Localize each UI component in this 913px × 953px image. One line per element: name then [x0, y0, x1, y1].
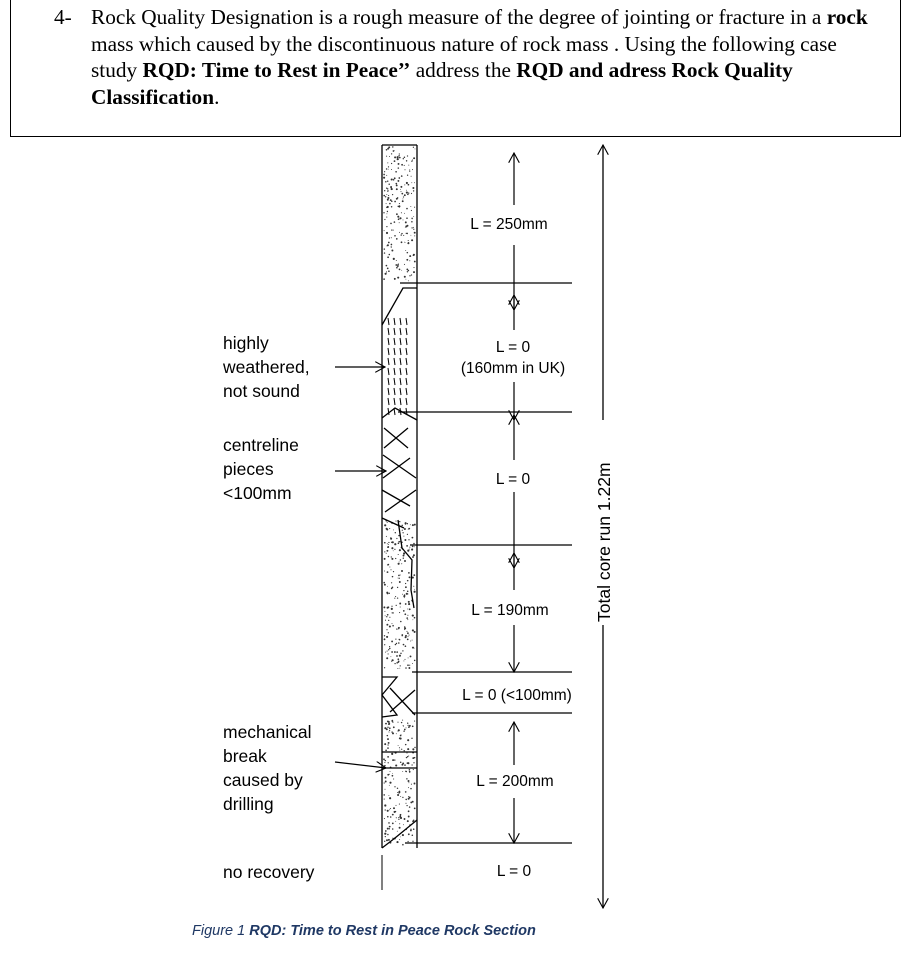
question-emphasis: RQD and adress Rock Quality Classification [91, 58, 793, 109]
question-text-run: . [214, 84, 220, 109]
svg-text:weathered,: weathered, [223, 357, 310, 377]
svg-text:drilling: drilling [223, 794, 274, 814]
question-number: 4- [54, 5, 72, 29]
svg-text:<100mm: <100mm [223, 483, 292, 503]
no-recovery-label: no recovery [223, 862, 315, 882]
question-text-run: address the [410, 58, 517, 82]
mechanical-break-pointer-arrow [335, 762, 386, 768]
segment-label: L = 0 [496, 863, 532, 880]
rock-stipple [383, 146, 416, 845]
fracture-lines [382, 288, 417, 848]
svg-text:highly: highly [223, 333, 269, 353]
caption-prefix: Figure 1 [192, 923, 250, 939]
segment-label: L = 0 (<100mm) [462, 687, 572, 704]
mechanical-break-label [223, 722, 312, 814]
weathered-zone-hatching [388, 318, 407, 415]
segment-label: L = 0 [495, 471, 531, 488]
svg-text:break: break [223, 746, 267, 766]
centreline-label [223, 435, 299, 503]
svg-text:centreline: centreline [223, 435, 299, 455]
total-core-run-label: Total core run 1.22m [594, 462, 614, 622]
question-text-run: mass which caused by the discontinuous nature of rock mass . Using the following case study [91, 31, 837, 82]
segment-label: L = 250mm [470, 216, 548, 233]
caption-title: RQD: Time to Rest in Peace Rock Section [249, 923, 536, 939]
svg-text:not sound: not sound [223, 381, 300, 401]
segment-label: L = 190mm [471, 602, 549, 619]
svg-text:mechanical: mechanical [223, 722, 312, 742]
segment-label: L = 0 [495, 339, 531, 356]
segment-label: L = 200mm [476, 773, 554, 790]
svg-text:pieces: pieces [223, 459, 274, 479]
question-text-run: Rock Quality Designation is a rough measure of the degree of jointing or fracture in a [91, 5, 827, 29]
svg-text:caused by: caused by [223, 770, 303, 790]
core-column [382, 145, 417, 848]
question-emphasis: RQD: Time to Rest in Peace’’ [142, 58, 411, 82]
question-emphasis: rock [826, 5, 868, 29]
figure-caption [192, 923, 536, 939]
weathered-label [222, 333, 310, 401]
segment-note: (160mm in UK) [460, 360, 566, 377]
